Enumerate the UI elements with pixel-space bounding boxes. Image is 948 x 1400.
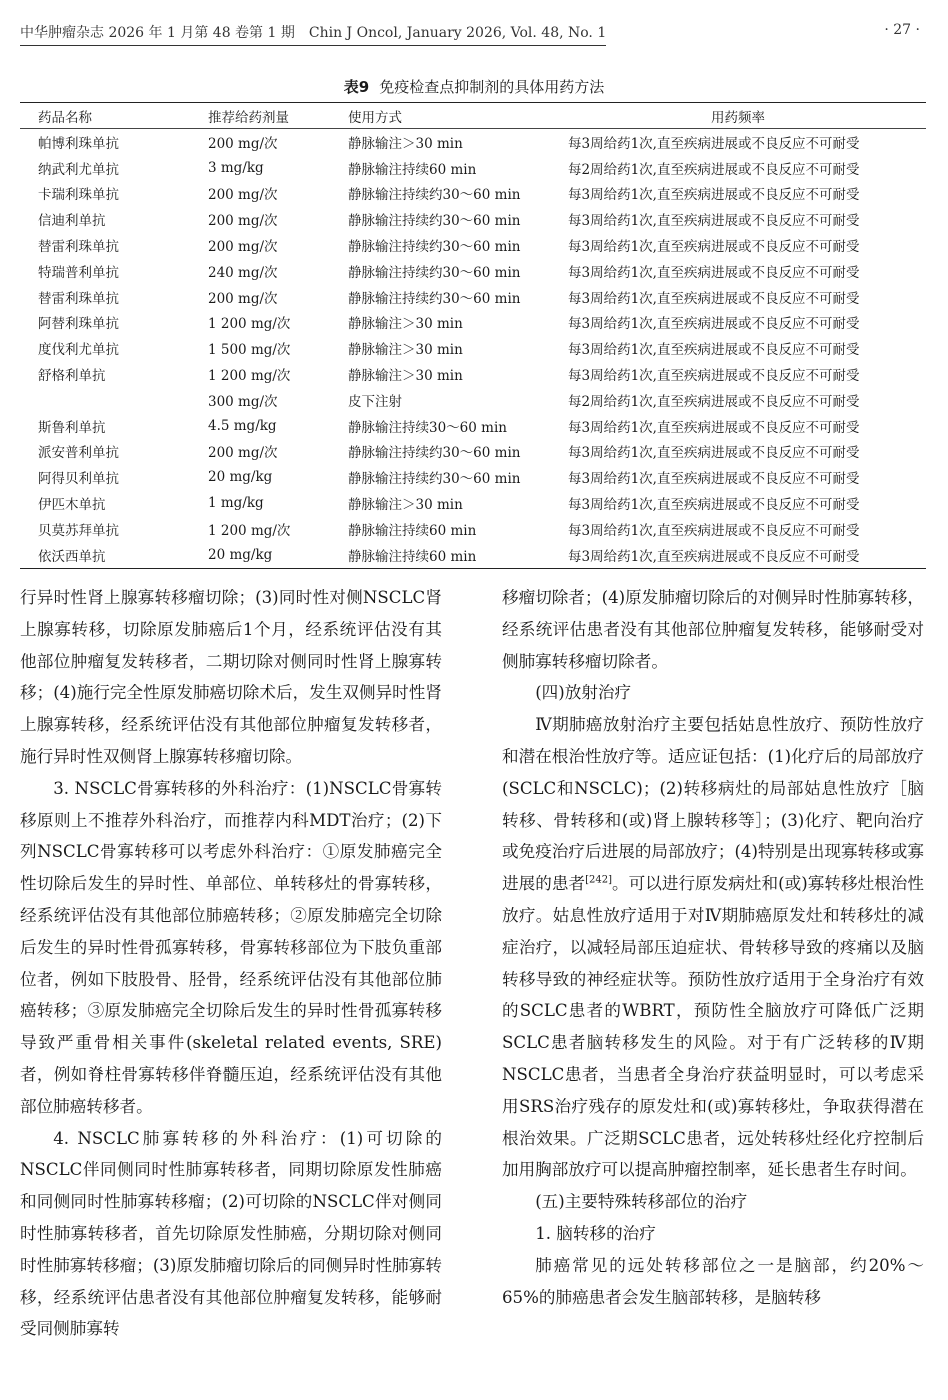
cell-route: 静脉输注持续约30～60 min: [348, 213, 521, 230]
cell-frequency: 每3周给药1次,直至疾病进展或不良反应不可耐受: [568, 445, 860, 462]
cell-route: 静脉输注持续30～60 min: [348, 419, 507, 436]
paragraph-text: 。可以进行原发病灶和(或)寡转移灶根治性放疗。姑息性放疗适用于对Ⅳ期肺癌原发灶和转移灶的减症治疗，以减轻局部压迫症状、骨转移导致的疼痛以及脑转移导致的神经症状等。预防性放疗适用于全身治疗有效的SCLC患者的WBRT，预防性全脑放疗可降低广泛期SCLC患者脑转移发生的风险。对于有广泛转移的Ⅳ期NSCLC患者，当患者全身治疗获益明显时，可以考虑采用SRS治疗残存的原发灶和(或)寡转移灶，争取获得潜在根治效果。广泛期SCLC患者，远处转移灶经化疗控制后加用胸部放疗可以提高肿瘤控制率，延长患者生存时间。: [502, 874, 925, 1180]
table-row: [20, 542, 926, 568]
cell-frequency: 每3周给药1次,直至疾病进展或不良反应不可耐受: [568, 316, 860, 333]
cell-drug-name: 纳武利尤单抗: [38, 161, 119, 178]
cell-drug-name: 帕博利珠单抗: [38, 135, 119, 152]
cell-frequency: 每3周给药1次,直至疾病进展或不良反应不可耐受: [568, 419, 860, 436]
cell-route: 静脉输注持续约30～60 min: [348, 471, 521, 488]
table-body: [20, 129, 926, 569]
cell-dose: 1 500 mg/次: [208, 342, 291, 359]
table-row: [20, 232, 926, 258]
cell-route: 静脉输注持续约30～60 min: [348, 445, 521, 462]
paragraph-text: Ⅳ期肺癌放射治疗主要包括姑息性放疗、预防性放疗和潜在根治性放疗等。适应证包括：(1)化疗后的局部放疗(SCLC和NSCLC)；(2)转移病灶的局部姑息性放疗［脑转移、骨转移和(或)肾上腺转移等］；(3)化疗、靶向治疗或免疫治疗后进展的局部放疗；(4)特别是出现寡转移或寡进展的患者: [502, 715, 924, 894]
cell-dose: 20 mg/kg: [190, 542, 330, 568]
cell-route: 静脉输注持续60 min: [348, 522, 477, 539]
paragraph: 移瘤切除者；(4)原发肺瘤切除后的对侧异时性肺寡转移，经系统评估患者没有其他部位肿瘤复发转移，能够耐受对侧肺寡转移瘤切除者。: [502, 588, 924, 671]
cell-drug-name: 依沃西单抗: [20, 542, 190, 568]
cell-dose: 4.5 mg/kg: [208, 417, 277, 434]
cell-frequency: 每3周给药1次,直至疾病进展或不良反应不可耐受: [568, 239, 860, 256]
table-row: [20, 335, 926, 361]
table-row: [20, 361, 926, 387]
paragraph: 3. NSCLC骨寡转移的外科治疗：(1)NSCLC骨寡转移原则上不推荐外科治疗，而推荐内科MDT治疗；(2)下列NSCLC骨寡转移可以考虑外科治疗：①原发肺癌完全性切除后发生的异时性、单部位、单转移灶的骨寡转移，经系统评估没有其他部位肺癌转移；②原发肺癌完全切除后发生的异时性骨孤寡转移，骨寡转移部位为下肢负重部位者，例如下肢股骨、胫骨，经系统评估没有其他部位肺癌转移；③原发肺癌完全切除后发生的异时性骨孤寡转移导致严重骨相关事件(skeletal related events, SRE)者，例如脊柱骨寡转移伴脊髓压迫，经系统评估没有其他部位肺癌转移者。: [20, 778, 442, 1116]
cell-dose: 3 mg/kg: [208, 159, 264, 176]
cell-frequency: 每3周给药1次,直至疾病进展或不良反应不可耐受: [568, 135, 860, 152]
cell-dose: 200 mg/次: [208, 445, 278, 462]
cell-dose: 20 mg/kg: [208, 469, 273, 486]
cell-drug-name: 伊匹木单抗: [38, 497, 106, 514]
table-number: 表9: [343, 78, 370, 96]
cell-route: 静脉输注持续约30～60 min: [348, 187, 521, 204]
cell-drug-name: 替雷利珠单抗: [38, 239, 119, 256]
table-caption: [0, 76, 948, 97]
cell-frequency: 每3周给药1次,直至疾病进展或不良反应不可耐受: [568, 497, 860, 514]
column-header-drug: 药品名称: [20, 103, 190, 129]
cell-dose: 200 mg/次: [208, 187, 278, 204]
cell-dose: 1 200 mg/次: [208, 316, 291, 333]
table-header-row: [20, 103, 926, 129]
cell-route: 静脉输注持续60 min: [348, 161, 477, 178]
table-row: [20, 206, 926, 232]
cell-route: 静脉输注＞30 min: [348, 342, 463, 359]
cell-dose: 200 mg/次: [208, 290, 278, 307]
journal-citation: 中华肿瘤杂志 2026 年 1 月第 48 卷第 1 期 Chin J Oncol, January 2026, Vol. 48, No. 1: [20, 22, 606, 46]
paragraph: 行异时性肾上腺寡转移瘤切除；(3)同时性对侧NSCLC肾上腺寡转移，切除原发肺癌后1个月，经系统评估没有其他部位肿瘤复发转移者，二期切除对侧同时性肾上腺寡转移；(4)施行完全性原发肺癌切除术后，发生双侧异时性肾上腺寡转移，经系统评估没有其他部位肿瘤复发转移者，施行异时性双侧肾上腺寡转移瘤切除。: [20, 588, 442, 766]
cell-drug-name: 阿得贝利单抗: [38, 471, 119, 488]
cell-dose: 1 200 mg/次: [208, 522, 291, 539]
paragraph: [502, 709, 924, 1186]
table-row: [20, 516, 926, 542]
table-row: [20, 439, 926, 465]
page-number: · 27 ·: [884, 22, 920, 38]
subsection-heading-brain: 1. 脑转移的治疗: [535, 1223, 656, 1243]
citation-ref: [242]: [585, 874, 612, 886]
cell-route: 静脉输注持续约30～60 min: [348, 239, 521, 256]
paragraph: 4. NSCLC肺寡转移的外科治疗：(1)可切除的NSCLC伴同侧同时性肺寡转移者，同期切除原发性肺癌和同侧同时性肺寡转移瘤；(2)可切除的NSCLC伴对侧同时性肺寡转移者，首先切除原发性肺癌，分期切除对侧同时性肺寡转移瘤；(3)原发肺瘤切除后的同侧异时性肺寡转移，经系统评估患者没有其他部位肿瘤复发转移，能够耐受同侧肺寡转: [20, 1128, 442, 1339]
cell-frequency: 每3周给药1次,直至疾病进展或不良反应不可耐受: [568, 368, 860, 385]
column-header-route: 使用方式: [330, 103, 550, 129]
table-row: [20, 129, 926, 155]
cell-frequency: 每3周给药1次,直至疾病进展或不良反应不可耐受: [568, 187, 860, 204]
column-header-dose: 推荐给药剂量: [190, 103, 330, 129]
table-row: [20, 181, 926, 207]
table-row: [20, 490, 926, 516]
cell-drug-name: 斯鲁利单抗: [38, 419, 106, 436]
cell-frequency: 每2周给药1次,直至疾病进展或不良反应不可耐受: [568, 161, 860, 178]
section-heading-radiotherapy: (四)放射治疗: [535, 683, 632, 703]
cell-route: 静脉输注＞30 min: [348, 497, 463, 514]
cell-drug-name: 卡瑞利珠单抗: [38, 187, 119, 204]
running-header: [20, 22, 920, 46]
left-text-column: [20, 582, 442, 1345]
cell-frequency: 每3周给药1次,直至疾病进展或不良反应不可耐受: [568, 342, 860, 359]
cell-drug-name: 度伐利尤单抗: [38, 342, 119, 359]
right-text-column: [502, 582, 924, 1313]
cell-drug-name: 贝莫苏拜单抗: [38, 522, 119, 539]
table-row: [20, 310, 926, 336]
cell-drug-name: 舒格利单抗: [38, 368, 106, 385]
cell-dose: 200 mg/次: [208, 135, 278, 152]
cell-dose: 1 200 mg/次: [208, 368, 291, 385]
cell-drug-name: 特瑞普利单抗: [38, 264, 119, 281]
cell-frequency: 每3周给药1次,直至疾病进展或不良反应不可耐受: [568, 290, 860, 307]
cell-dose: 200 mg/次: [208, 213, 278, 230]
cell-dose: 200 mg/次: [208, 239, 278, 256]
paragraph: 肺癌常见的远处转移部位之一是脑部，约20%～65%的肺癌患者会发生脑部转移，是脑转移: [502, 1255, 924, 1307]
cell-drug-name: [20, 387, 190, 413]
cell-frequency: 每3周给药1次,直至疾病进展或不良反应不可耐受: [568, 264, 860, 281]
table-row: [20, 155, 926, 181]
cell-route: 静脉输注持续约30～60 min: [348, 290, 521, 307]
column-header-frequency: 用药频率: [550, 103, 926, 129]
cell-route: 静脉输注＞30 min: [348, 368, 463, 385]
cell-frequency: 每2周给药1次,直至疾病进展或不良反应不可耐受: [568, 393, 860, 410]
cell-route: 静脉输注＞30 min: [348, 135, 463, 152]
table-row: [20, 464, 926, 490]
cell-dose: 300 mg/次: [208, 393, 278, 410]
cell-frequency: 每3周给药1次,直至疾病进展或不良反应不可耐受: [568, 471, 860, 488]
cell-frequency: 每3周给药1次,直至疾病进展或不良反应不可耐受: [568, 213, 860, 230]
cell-route: 静脉输注持续约30～60 min: [348, 264, 521, 281]
cell-route: 皮下注射: [348, 393, 402, 410]
cell-route: 静脉输注＞30 min: [348, 316, 463, 333]
table-row: [20, 258, 926, 284]
table-row: [20, 284, 926, 310]
cell-route: 静脉输注持续60 min: [330, 542, 550, 568]
cell-frequency: 每3周给药1次,直至疾病进展或不良反应不可耐受: [568, 522, 860, 539]
table-title: 免疫检查点抑制剂的具体用药方法: [379, 78, 605, 96]
table-row: [20, 387, 926, 413]
cell-drug-name: 派安普利单抗: [38, 445, 119, 462]
cell-dose: 1 mg/kg: [208, 495, 264, 512]
cell-dose: 240 mg/次: [208, 264, 278, 281]
cell-drug-name: 阿替利珠单抗: [38, 316, 119, 333]
table-row: [20, 413, 926, 439]
cell-frequency: 每3周给药1次,直至疾病进展或不良反应不可耐受: [550, 542, 926, 568]
section-heading-special-sites: (五)主要特殊转移部位的治疗: [535, 1192, 748, 1212]
dosing-table: [20, 102, 926, 569]
cell-drug-name: 替雷利珠单抗: [38, 290, 119, 307]
cell-drug-name: 信迪利单抗: [38, 213, 106, 230]
